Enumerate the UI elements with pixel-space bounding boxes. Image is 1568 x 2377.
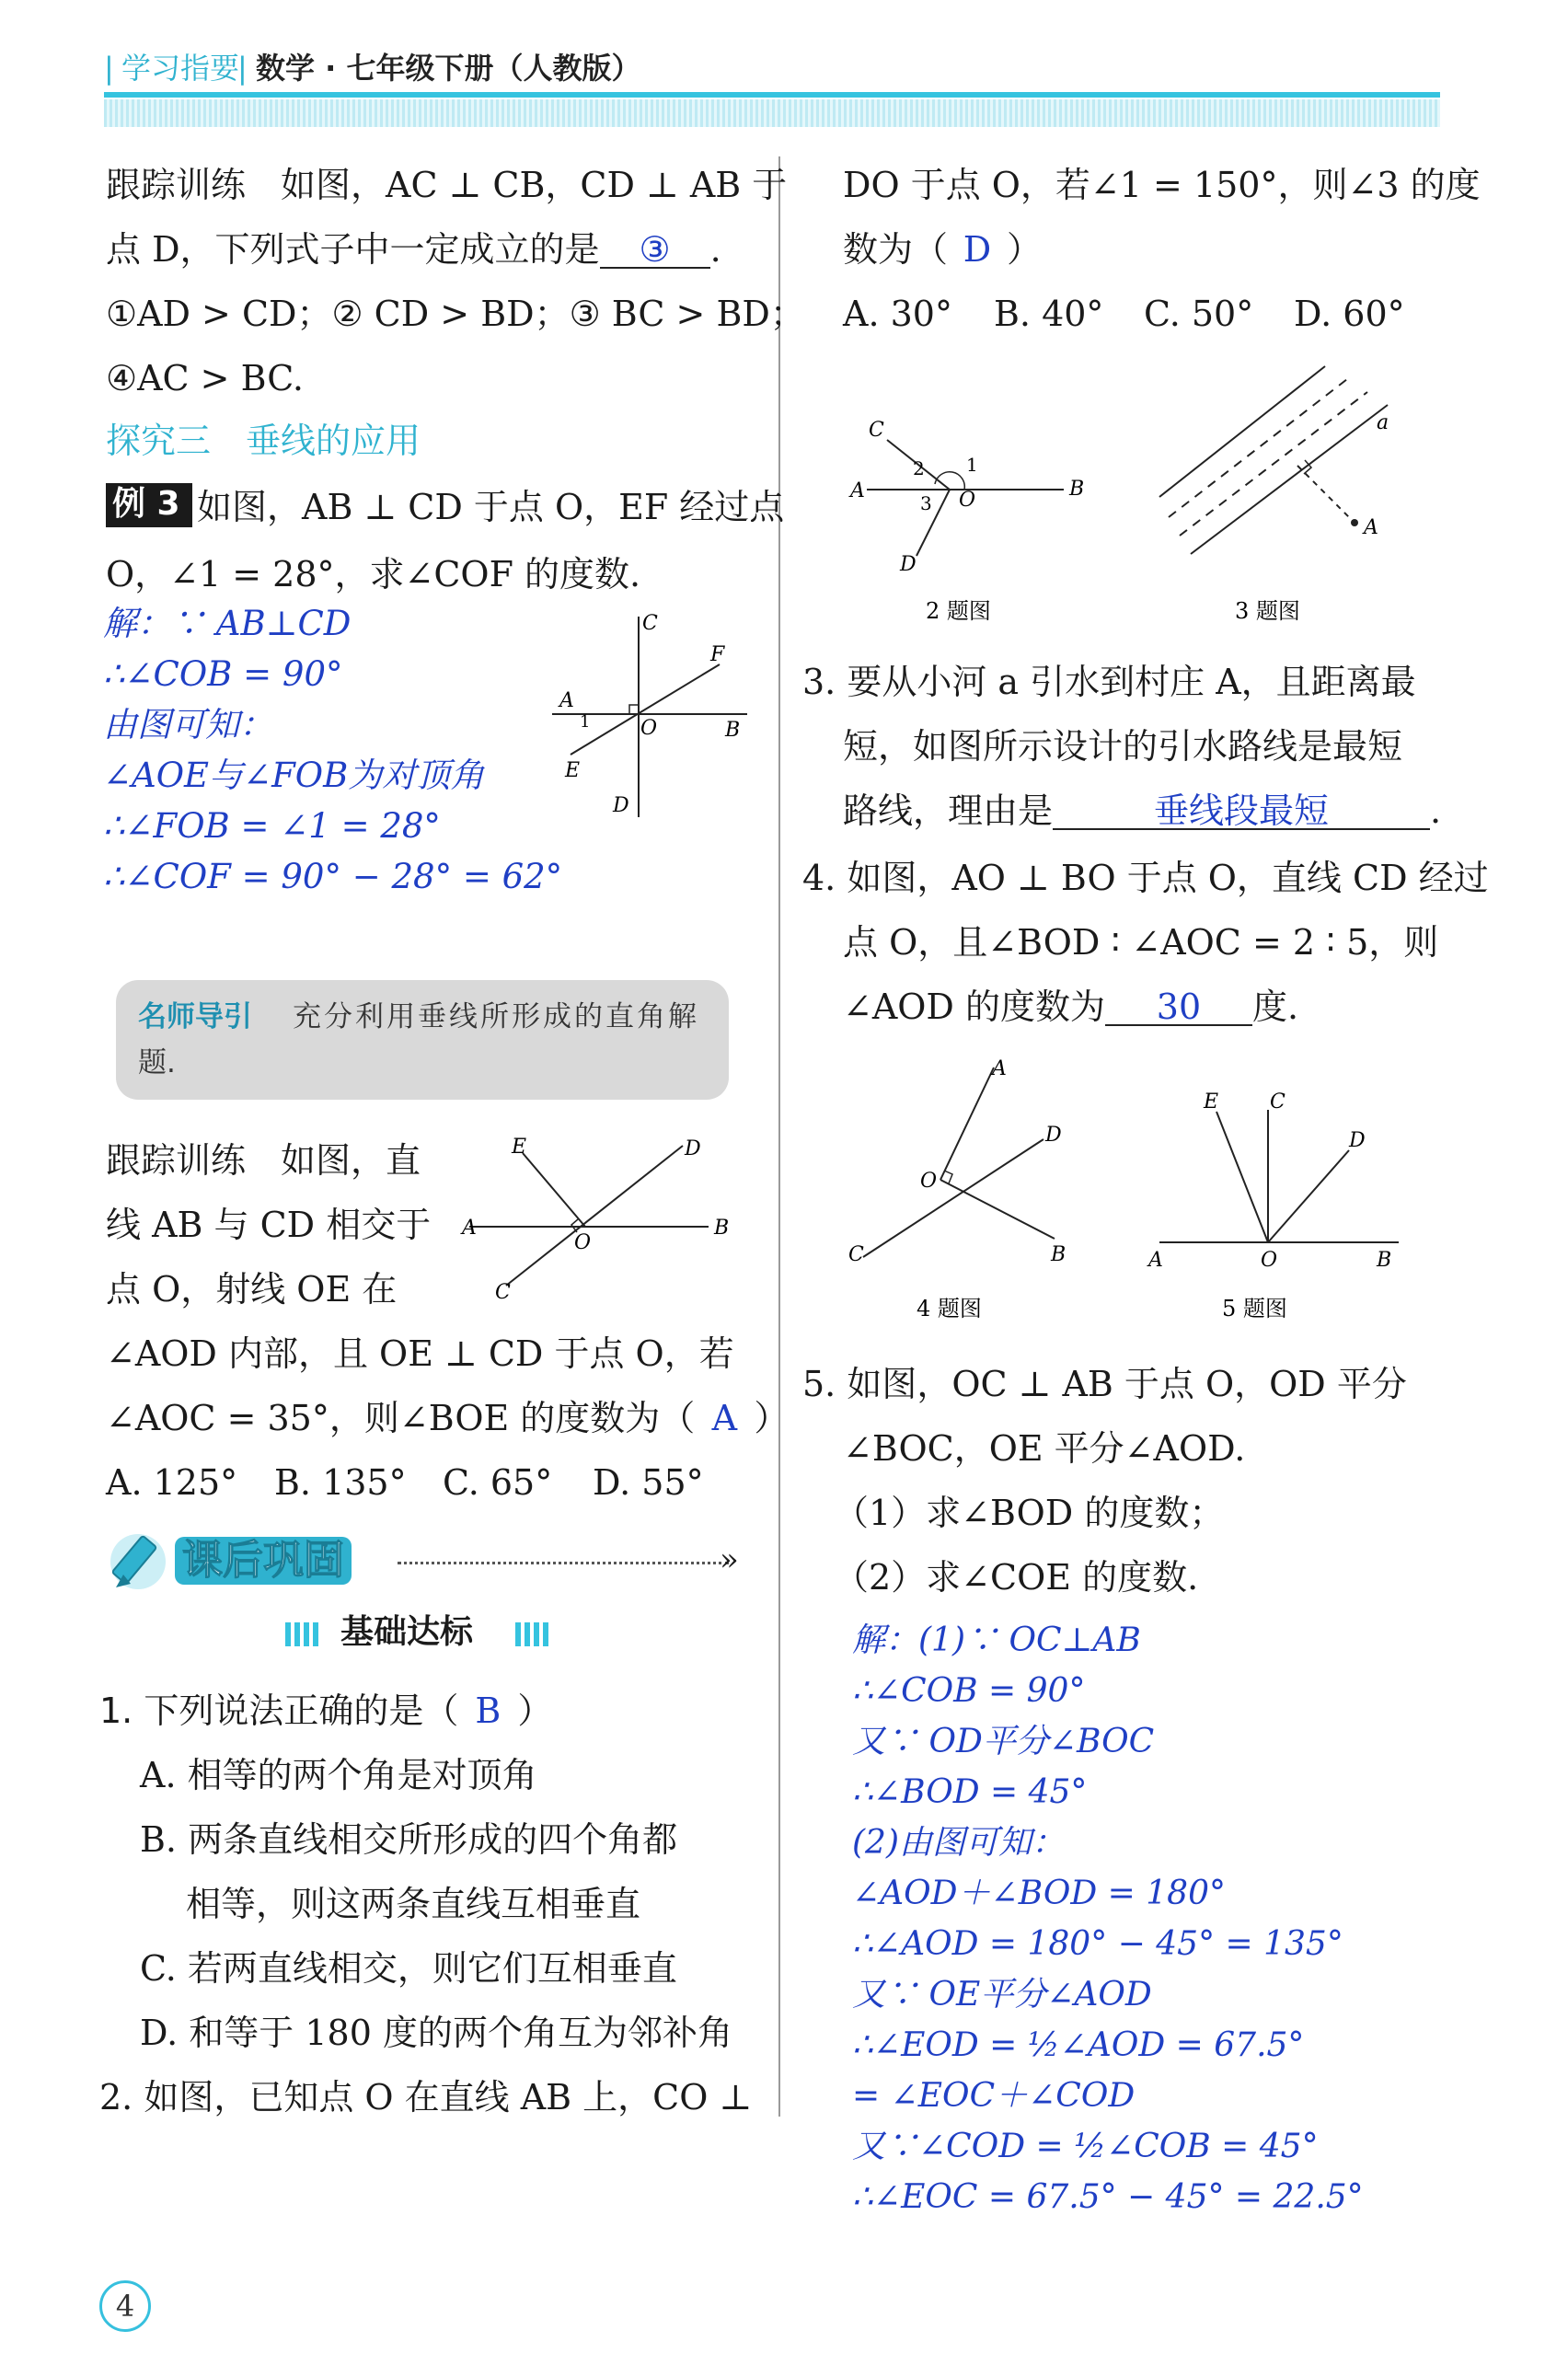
track2-line5-text: ∠AOC = 35°，则∠BOE 的度数为（ — [106, 1398, 696, 1438]
pencil-icon — [103, 1523, 177, 1597]
solution-line: ∠AOD＋∠BOD = 180° — [852, 1875, 1226, 1912]
solution-line: ∴∠AOD = 180° − 45° = 135° — [852, 1925, 1343, 1963]
line-cd — [506, 1146, 683, 1286]
q2-line2 — [843, 229, 1043, 270]
tip-label: 名师导引 — [138, 1000, 252, 1033]
q1-option-b1: B. 两条直线相交所形成的四个角都 — [140, 1819, 678, 1860]
solution-line: ∴∠FOB = ∠1 = 28° — [103, 806, 441, 846]
subtitle: 基础达标 — [340, 1613, 474, 1651]
solution-line: 解：∵ AB⊥CD — [103, 604, 352, 643]
ray-oe — [1216, 1112, 1268, 1242]
label-o: O — [959, 489, 976, 512]
right-angle-mark — [629, 705, 639, 714]
ray-oa — [940, 1067, 994, 1180]
solution-line: 又∵ OD平分∠BOC — [852, 1723, 1155, 1760]
q2-option-a: A. 30° — [843, 294, 952, 334]
q5-line1: 5. 如图，OC ⊥ AB 于点 O，OD 平分 — [802, 1364, 1407, 1404]
q3-line3 — [843, 790, 1442, 831]
label-b: B — [725, 719, 741, 742]
figure-q4 — [837, 1049, 1077, 1325]
track2-line5 — [106, 1398, 790, 1438]
track2-line5-end: ） — [754, 1398, 790, 1438]
q2-option-b: B. 40° — [994, 294, 1104, 334]
solution-line: ∴∠EOD = ½∠AOD = 67.5° — [852, 2026, 1305, 2064]
label-o: O — [640, 717, 658, 740]
line-cd — [863, 1139, 1043, 1257]
subtitle-deco-left — [285, 1622, 322, 1646]
q2-answer: D — [963, 229, 992, 270]
label-angle1: 1 — [580, 712, 591, 732]
q4-line3-end: 度. — [1251, 987, 1299, 1027]
banner-dotted-line — [398, 1562, 729, 1564]
label-d: D — [613, 794, 629, 817]
river-dash-2 — [1180, 392, 1367, 536]
label-d: D — [1349, 1129, 1366, 1152]
label-c: C — [495, 1281, 511, 1304]
q3-line3-end: . — [1430, 790, 1442, 831]
solution-line: 由图可知： — [103, 705, 273, 744]
header-title: 数学 · 七年级下册（人教版） — [256, 51, 641, 86]
solution-line: ∴∠COB = 90° — [103, 654, 343, 694]
banner-arrow: » — [720, 1541, 739, 1578]
q2-option-d: D. 60° — [1294, 294, 1405, 334]
label-b: B — [1051, 1243, 1066, 1266]
label-angle3: 3 — [920, 492, 932, 514]
ray-od — [1268, 1150, 1349, 1242]
label-a: A — [850, 479, 865, 502]
solution-line: ∠AOE与∠FOB为对顶角 — [103, 756, 485, 795]
header-band — [104, 99, 1440, 127]
label-a-village: A — [1364, 516, 1378, 539]
label-b: B — [1069, 478, 1085, 501]
tip-text1: 充分利用垂线所形成的直角解 — [293, 1000, 699, 1033]
tip-box — [116, 980, 729, 1100]
q3-line1: 3. 要从小河 a 引水到村庄 A，且距离最 — [802, 662, 1416, 702]
figure-q5 — [1141, 1086, 1417, 1325]
label-angle1: 1 — [966, 454, 978, 476]
track2-line3: 点 O，射线 OE 在 — [106, 1269, 398, 1310]
label-b: B — [1377, 1249, 1392, 1272]
page-number: 4 — [99, 2280, 151, 2332]
village-point — [1351, 519, 1358, 526]
q3-line2: 短，如图所示设计的引水路线是最短 — [843, 726, 1403, 767]
q3-answer: 垂线段最短 — [1053, 793, 1430, 830]
example-line2: O，∠1 = 28°，求∠COF 的度数. — [106, 554, 641, 594]
track2-option-a: A. 125° — [106, 1462, 238, 1503]
q4-line2: 点 O，且∠BOD ∶ ∠AOC = 2 ∶ 5，则 — [843, 922, 1439, 963]
track1-answer: ③ — [600, 232, 710, 269]
q5-line2: ∠BOC，OE 平分∠AOD. — [843, 1428, 1246, 1469]
q4-answer: 30 — [1105, 989, 1252, 1026]
q5-solution — [852, 1615, 1364, 2222]
tip-text2: 题. — [138, 1046, 176, 1079]
label-e: E — [512, 1136, 527, 1159]
q1-option-a: A. 相等的两个角是对顶角 — [140, 1755, 537, 1795]
river-dash-1 — [1169, 379, 1347, 517]
explore-title: 探究三 垂线的应用 — [106, 421, 421, 461]
solution-line: 又∵∠COD = ½∠COB = 45° — [852, 2128, 1319, 2165]
solution-line: 又∵ OE平分∠AOD — [852, 1976, 1152, 2014]
q2-line2-end: ） — [1007, 229, 1043, 270]
q2-line2-text: 数为（ — [843, 229, 949, 270]
ray-ob — [940, 1180, 1055, 1239]
figure-example3 — [543, 607, 755, 828]
q1-option-d: D. 和等于 180 度的两个角互为邻补角 — [140, 2013, 732, 2053]
header-bar: | — [104, 51, 114, 86]
track2-option-c: C. 65° — [443, 1462, 553, 1503]
label-d: D — [1045, 1124, 1062, 1147]
q1-option-b2: 相等，则这两条直线互相垂直 — [186, 1884, 641, 1924]
track2-answer: A — [711, 1398, 738, 1438]
ray-oe — [523, 1153, 585, 1227]
label-d: D — [900, 553, 917, 576]
example-tag: 例 3 — [112, 485, 180, 523]
track2-line4: ∠AOD 内部，且 OE ⊥ CD 于点 O，若 — [106, 1333, 734, 1374]
label-o: O — [1261, 1249, 1278, 1272]
solution-line: (2)由图可知： — [852, 1824, 1065, 1862]
q1-answer: B — [475, 1690, 502, 1731]
header-category: 学习指要 — [121, 51, 240, 86]
line-ef — [571, 664, 720, 755]
river-bank-top — [1159, 366, 1325, 497]
q4-line1: 4. 如图，AO ⊥ BO 于点 O，直线 CD 经过 — [802, 858, 1489, 898]
label-b: B — [714, 1217, 730, 1240]
track1-line2-text: 点 D，下列式子中一定成立的是 — [106, 229, 600, 270]
q5-line3: （1）求∠BOD 的度数； — [834, 1493, 1225, 1533]
label-a: A — [992, 1057, 1007, 1080]
track2-option-d: D. 55° — [593, 1462, 704, 1503]
label-c: C — [869, 419, 884, 442]
header-rule — [104, 92, 1440, 98]
label-a: A — [462, 1217, 477, 1240]
label-c: C — [848, 1243, 864, 1266]
fig5-caption: 5 题图 — [1222, 1296, 1287, 1321]
example-line1: 如图，AB ⊥ CD 于点 O，EF 经过点 — [197, 487, 785, 527]
header-separator: | — [237, 51, 248, 86]
label-o: O — [920, 1170, 938, 1193]
track2-line1: 跟踪训练 如图，直 — [106, 1140, 421, 1181]
solution-line: ∴∠COB = 90° — [852, 1672, 1086, 1710]
track1-line3: ①AD > CD；② CD > BD；③ BC > BD； — [106, 294, 805, 334]
fig4-caption: 4 题图 — [917, 1296, 982, 1321]
track1-line2 — [106, 229, 721, 270]
q2-stem: 2. 如图，已知点 O 在直线 AB 上，CO ⊥ — [99, 2077, 753, 2117]
q3-line3-text: 路线，理由是 — [843, 790, 1054, 831]
label-e: E — [1204, 1090, 1219, 1113]
q4-line3 — [843, 989, 1298, 1026]
perpendicular-path — [1297, 466, 1355, 523]
column-divider — [778, 156, 780, 2117]
solution-line: = ∠EOC＋∠COD — [852, 2077, 1136, 2115]
fig2-caption: 2 题图 — [926, 598, 991, 624]
label-c: C — [1270, 1090, 1286, 1113]
q1-option-c: C. 若两直线相交，则它们互相垂直 — [140, 1948, 677, 1989]
figure-q3 — [1150, 359, 1408, 644]
label-angle2: 2 — [913, 457, 925, 479]
label-f: F — [710, 643, 725, 666]
figure-q2 — [847, 405, 1086, 644]
q1-stem-text: 1. 下列说法正确的是（ — [99, 1690, 459, 1731]
q1-stem-end: ） — [517, 1690, 553, 1731]
label-e: E — [565, 759, 581, 782]
track2-option-b: B. 135° — [274, 1462, 407, 1503]
solution-line: ∴∠COF = 90° − 28° = 62° — [103, 857, 563, 896]
label-a: A — [559, 689, 574, 712]
label-o: O — [574, 1231, 592, 1254]
label-a: A — [1148, 1249, 1163, 1272]
banner-title: 课后巩固 — [175, 1537, 352, 1585]
solution-line: 解：(1)∵ OC⊥AB — [852, 1621, 1141, 1659]
track1-line1: 跟踪训练 如图，AC ⊥ CB，CD ⊥ AB 于 — [106, 165, 788, 205]
river-bank-a — [1191, 405, 1388, 554]
fig3-caption: 3 题图 — [1235, 598, 1300, 624]
example-solution — [103, 598, 562, 902]
track2-line2: 线 AB 与 CD 相交于 — [106, 1205, 432, 1245]
q1-stem — [99, 1690, 553, 1731]
q2-line1: DO 于点 O，若∠1 = 150°，则∠3 的度 — [843, 165, 1481, 205]
label-d: D — [685, 1137, 701, 1160]
q4-line3-text: ∠AOD 的度数为 — [843, 987, 1105, 1027]
q5-line4: （2）求∠COE 的度数. — [834, 1557, 1199, 1598]
label-c: C — [642, 612, 658, 635]
q2-option-c: C. 50° — [1144, 294, 1254, 334]
solution-line: ∴∠EOC = 67.5° − 45° = 22.5° — [852, 2178, 1364, 2216]
solution-line: ∴∠BOD = 45° — [852, 1773, 1088, 1811]
figure-track2 — [460, 1127, 736, 1311]
label-a-river: a — [1377, 411, 1389, 434]
track1-line2-end: . — [709, 229, 721, 270]
track1-line4: ④AC > BC. — [106, 358, 305, 398]
subtitle-deco-right — [515, 1622, 552, 1646]
